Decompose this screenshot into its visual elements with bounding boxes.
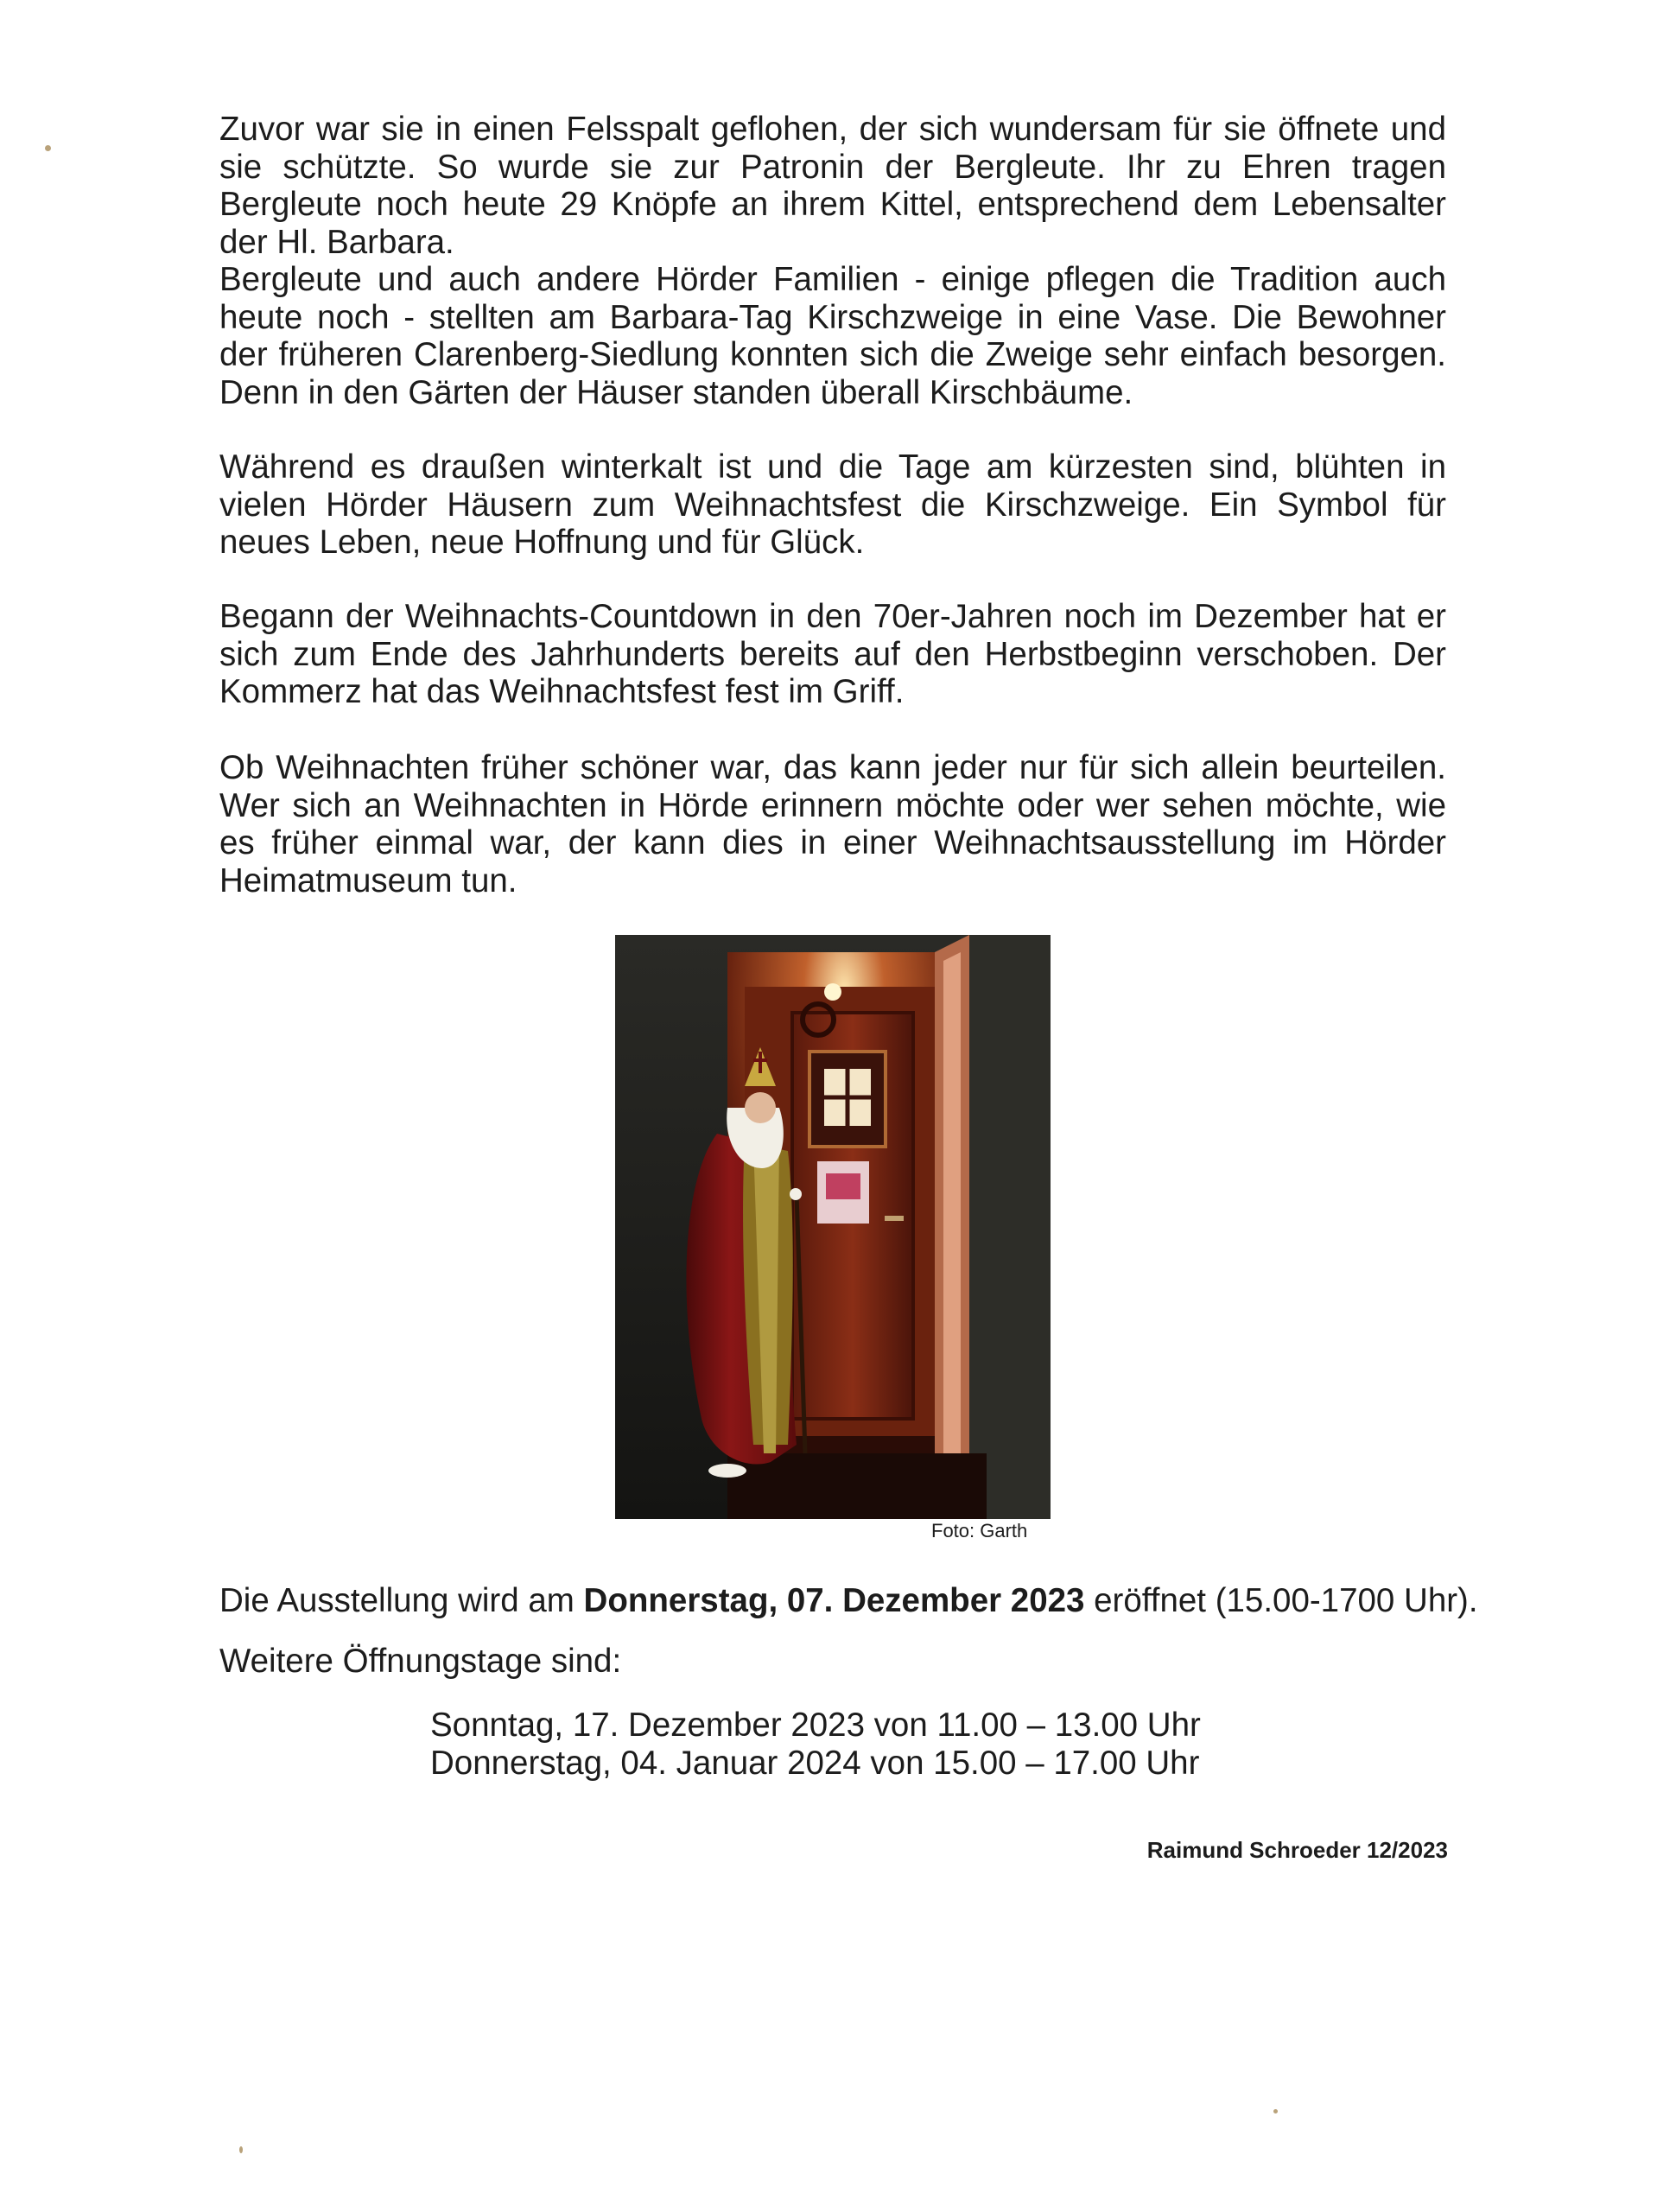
- photo-saint-nicholas-at-door: [615, 935, 1051, 1519]
- paragraph-barbara-legend: Zuvor war sie in einen Felsspalt geflohen, der sich wundersam für sie öffnete und sie schützte. So wurde sie zur Patronin der Bergleute. Ihr zu Ehren tragen Bergleute noch heute 29 Knöpfe an ihrem Kittel, entsprechend dem Lebensalter der Hl. Barbara.: [219, 111, 1446, 261]
- paragraph-blossoms: Während es draußen winterkalt ist und die Tage am kürzesten sind, blühten in vielen Hörder Häusern zum Weihnachtsfest die Kirschzweige. Ein Symbol für neues Leben, neue Hoffnung und für Glück.: [219, 448, 1446, 561]
- paragraph-exhibition-intro: Ob Weihnachten früher schöner war, das kann jeder nur für sich allein beurteilen. Wer sich an Weihnachten in Hörde erinnern möchte oder wer sehen möchte, wie es früher einmal war, der kann dies in einer Weihnachtsausstellung im Hörder Heimatmuseum tun.: [219, 749, 1446, 899]
- date-entry: Donnerstag, 04. Januar 2024 von 15.00 – 17.00 Uhr: [430, 1745, 1200, 1782]
- date-entry: Sonntag, 17. Dezember 2023 von 11.00 – 13.00 Uhr: [430, 1707, 1201, 1744]
- further-days-label: Weitere Öffnungstage sind:: [219, 1643, 622, 1680]
- scan-speck: [1273, 2109, 1278, 2113]
- further-days-list: [430, 1707, 1201, 1783]
- paragraph-countdown: Begann der Weihnachts-Countdown in den 70er-Jahren noch im Dezember hat er sich zum Ende des Jahrhunderts bereits auf den Herbstbeginn verschoben. Der Kommerz hat das Weihnachtsfest fest im Griff.: [219, 598, 1446, 710]
- author-signature: Raimund Schroeder 12/2023: [1146, 1837, 1448, 1863]
- opening-announcement: [219, 1582, 1478, 1620]
- opening-prefix: Die Ausstellung wird am: [219, 1582, 584, 1619]
- opening-suffix: eröffnet (15.00-1700 Uhr).: [1084, 1582, 1478, 1619]
- paragraph-cherry-branches: Bergleute und auch andere Hörder Familien - einige pflegen die Tradition auch heute noch - stellten am Barbara-Tag Kirschzweige in eine Vase. Die Bewohner der früheren Clarenberg-Siedlung konnten sich die Zweige sehr einfach besorgen. Denn in den Gärten der Häuser standen überall Kirschbäume.: [219, 261, 1446, 411]
- scan-speck: [45, 145, 51, 151]
- scan-speck: [239, 2146, 243, 2153]
- opening-date: Donnerstag, 07. Dezember 2023: [583, 1582, 1085, 1619]
- photo-caption: Foto: Garth: [931, 1520, 1028, 1541]
